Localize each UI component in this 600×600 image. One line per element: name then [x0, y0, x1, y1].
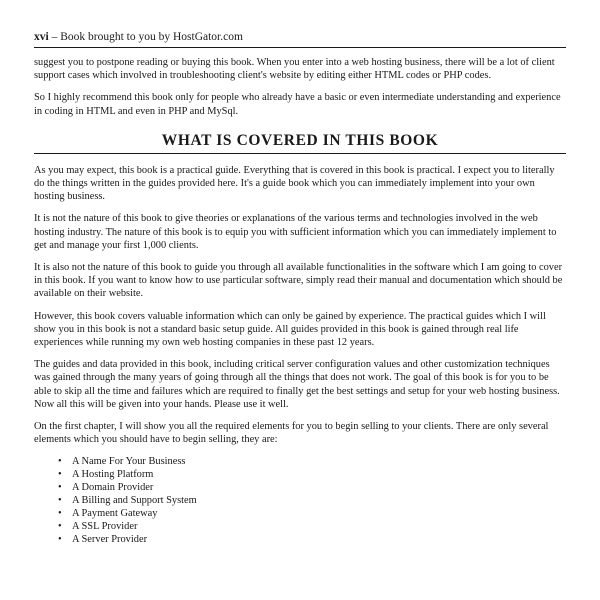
bullet-icon: • — [58, 508, 62, 520]
list-item-text: A Billing and Support System — [72, 495, 197, 507]
header-text: Book brought to you by HostGator.com — [60, 31, 243, 43]
body-paragraph: On the first chapter, I will show you all the required elements for you to begin selling to your clients. There are only several elements which you should have to begin selling, they are: — [34, 421, 549, 446]
list-item — [58, 468, 566, 481]
bullet-icon: • — [58, 534, 62, 546]
bullet-icon: • — [58, 482, 62, 494]
bullet-icon: • — [58, 456, 62, 468]
intro-paragraph: So I highly recommend this book only for people who already have a basic or even intermediate understanding and experience in coding in HTML and even in PHP and MySql. — [34, 92, 561, 117]
section-body — [34, 164, 566, 547]
body-paragraph: It is not the nature of this book to give theories or explanations of the various terms and technologies involved in the web hosting industry. The nature of this book is to equip you with sufficient information which you can immediately implement to get and manage your first 1,000 clients. — [34, 213, 557, 251]
requirements-list — [34, 455, 566, 546]
book-page — [34, 30, 566, 546]
running-header — [34, 30, 566, 48]
intro-text — [34, 56, 566, 118]
list-item-text: A Hosting Platform — [72, 469, 154, 481]
list-item — [58, 520, 566, 533]
list-item — [58, 494, 566, 507]
list-item-text: A Server Provider — [72, 534, 148, 546]
body-paragraph: It is also not the nature of this book to guide you through all available functionalities in the software which I am going to cover in this book. If you want to know how to use particular software, simply read their manual and documentation which should be available on their website. — [34, 262, 563, 300]
body-paragraph: The guides and data provided in this book, including critical server configuration values and other customization techniques was gained through the many years of going through all the things that does not work. The goal of this book is for you to be able to skip all the time and failures which are required to finally get the best settings and setup for your web hosting business. Now all this will be given into your hands. Please use it well. — [34, 359, 560, 410]
bullet-icon: • — [58, 469, 62, 481]
body-paragraph: As you may expect, this book is a practical guide. Everything that is covered in this book is practical. I expect you to literally do the things written in the guides provided here. It's a guide book which you can immediately implement into your own hosting business. — [34, 164, 555, 203]
header-separator: – — [48, 31, 61, 43]
list-item-text: A Name For Your Business — [72, 456, 186, 468]
list-item-text: A Payment Gateway — [72, 508, 158, 520]
list-item — [58, 481, 566, 494]
list-item — [58, 533, 566, 546]
intro-paragraph: suggest you to postpone reading or buying this book. When you enter into a web hosting business, there will be a lot of client support cases which involved in troubleshooting client's website by editing either HTML codes or PHP codes. — [34, 57, 555, 82]
bullet-icon: • — [58, 521, 62, 533]
list-item — [58, 455, 566, 468]
list-item-text: A SSL Provider — [72, 521, 138, 533]
list-item-text: A Domain Provider — [72, 482, 154, 494]
body-paragraph: However, this book covers valuable information which can only be gained by experience. The practical guides which I will show you in this book is not a standard basic setup guide. All guides provided in this book is gained through real life experiences while running my own web hosting companies in these past 12 years. — [34, 310, 546, 349]
bullet-icon: • — [58, 495, 62, 507]
list-item — [58, 507, 566, 520]
page-number: xvi — [34, 31, 49, 43]
section-heading: WHAT IS COVERED IN THIS BOOK — [34, 132, 566, 154]
